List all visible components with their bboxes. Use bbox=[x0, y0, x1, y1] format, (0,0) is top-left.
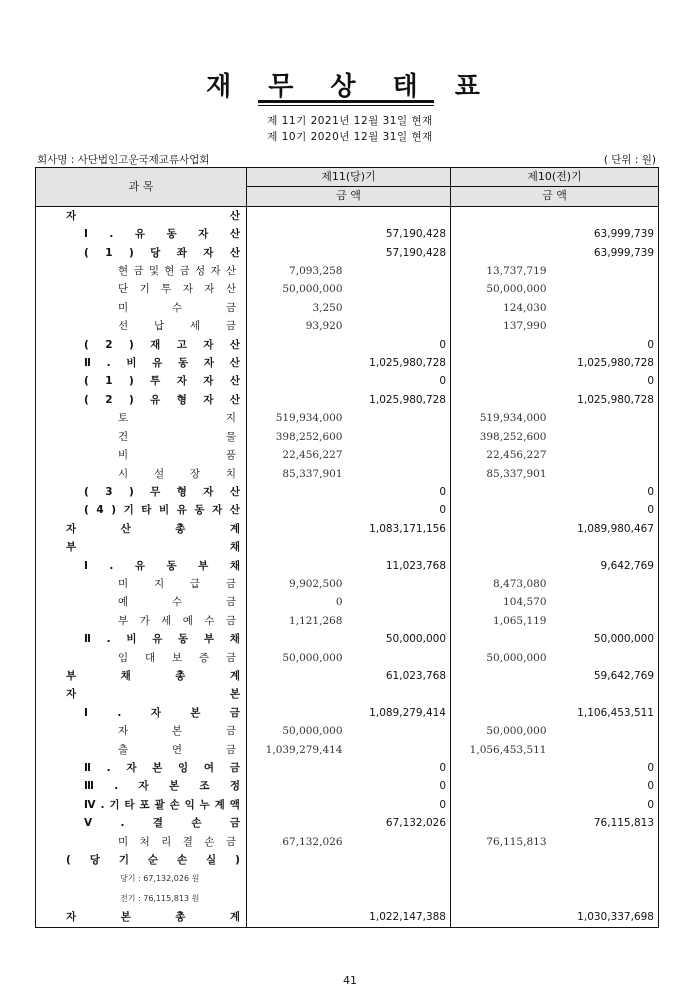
account-cell bbox=[36, 206, 247, 225]
current-total-amount: 1,083,171,156 bbox=[347, 520, 451, 538]
prior-total-amount: 1,025,980,728 bbox=[577, 357, 654, 370]
current-total-amount: 0 bbox=[347, 372, 451, 390]
current-item-amount bbox=[247, 869, 347, 888]
table-row bbox=[36, 206, 659, 225]
current-item-amount bbox=[247, 759, 347, 777]
account-label: Ⅱ . 자 본 잉 여 금 bbox=[84, 762, 240, 774]
prior-item-amount bbox=[451, 206, 551, 225]
table-row bbox=[36, 225, 659, 243]
account-cell bbox=[36, 869, 247, 888]
period-current: 제 11기 2021년 12월 31일 현재 bbox=[267, 115, 433, 127]
account-label: 시 설 장 치 bbox=[118, 467, 236, 480]
current-item-amount bbox=[247, 685, 347, 703]
current-item-amount bbox=[247, 851, 347, 869]
prior-item-amount bbox=[451, 630, 551, 648]
prior-item-amount bbox=[451, 391, 551, 409]
prior-item-amount bbox=[451, 336, 551, 354]
current-item-amount bbox=[247, 354, 347, 372]
current-item-amount bbox=[247, 225, 347, 243]
account-cell bbox=[36, 538, 247, 556]
account-label: 선 납 세 금 bbox=[118, 320, 236, 333]
prior-item-amount: 137,990 bbox=[503, 320, 547, 333]
account-label: 비 품 bbox=[118, 449, 236, 462]
prior-item-amount bbox=[451, 538, 551, 556]
period-prior: 제 10기 2020년 12월 31일 현재 bbox=[267, 131, 433, 143]
table-row bbox=[36, 409, 659, 427]
prior-total-amount: 0 bbox=[647, 780, 654, 793]
prior-item-amount: 104,570 bbox=[503, 596, 547, 609]
current-total-amount: 1,089,279,414 bbox=[347, 704, 451, 722]
account-cell bbox=[36, 483, 247, 501]
prior-item-amount bbox=[451, 557, 551, 575]
prior-item-amount bbox=[451, 851, 551, 869]
current-item-amount: 1,039,279,414 bbox=[265, 743, 343, 756]
prior-item-amount bbox=[451, 814, 551, 832]
current-total-amount: 0 bbox=[347, 777, 451, 795]
current-total-amount: 61,023,768 bbox=[347, 667, 451, 685]
prior-total-amount: 9,642,769 bbox=[600, 559, 654, 572]
current-item-amount: 22,456,227 bbox=[282, 449, 343, 462]
account-label: 미 수 금 bbox=[118, 301, 236, 314]
account-cell bbox=[36, 520, 247, 538]
unit-label: ( 단위 : 원) bbox=[603, 154, 656, 166]
account-label: 자 본 총 계 bbox=[66, 911, 240, 924]
current-total-amount bbox=[347, 465, 451, 483]
account-label: Ⅱ . 비 유 동 자 산 bbox=[84, 357, 240, 370]
table-row bbox=[36, 612, 659, 630]
table-row bbox=[36, 593, 659, 611]
prior-total-amount bbox=[551, 722, 659, 740]
title-underline bbox=[258, 100, 434, 103]
account-cell bbox=[36, 593, 247, 611]
current-total-amount: 1,022,147,388 bbox=[347, 908, 451, 927]
account-label: 예 수 금 bbox=[118, 596, 236, 609]
current-total-amount: 67,132,026 bbox=[347, 814, 451, 832]
current-item-amount: 398,252,600 bbox=[275, 430, 343, 443]
title-underline-thin bbox=[258, 105, 434, 106]
account-cell bbox=[36, 833, 247, 851]
account-cell bbox=[36, 336, 247, 354]
account-label: ( 1 ) 투 자 자 산 bbox=[84, 375, 240, 388]
account-cell bbox=[36, 667, 247, 685]
prior-total-amount bbox=[551, 575, 659, 593]
account-label: ( 2 ) 유 형 자 산 bbox=[84, 393, 240, 406]
current-total-amount: 50,000,000 bbox=[347, 630, 451, 648]
prior-item-amount bbox=[451, 704, 551, 722]
account-cell bbox=[36, 244, 247, 262]
document-title: 재 무 상 태 표 bbox=[206, 72, 494, 102]
account-cell bbox=[36, 262, 247, 280]
table-row bbox=[36, 630, 659, 648]
prior-item-amount bbox=[451, 908, 551, 927]
account-label: 토 지 bbox=[118, 412, 236, 425]
table-row bbox=[36, 889, 659, 908]
current-item-amount bbox=[247, 704, 347, 722]
current-item-amount: 3,250 bbox=[312, 301, 343, 314]
prior-item-amount: 398,252,600 bbox=[479, 430, 547, 443]
account-label: 자 본 금 bbox=[118, 725, 236, 738]
current-item-amount bbox=[247, 557, 347, 575]
prior-total-amount bbox=[551, 428, 659, 446]
current-item-amount bbox=[247, 244, 347, 262]
table-row bbox=[36, 667, 659, 685]
current-item-amount: 85,337,901 bbox=[282, 467, 343, 480]
prior-item-amount bbox=[451, 501, 551, 519]
prior-item-amount: 50,000,000 bbox=[486, 651, 547, 664]
table-row bbox=[36, 336, 659, 354]
prior-total-amount bbox=[551, 409, 659, 427]
current-item-amount: 50,000,000 bbox=[282, 725, 343, 738]
current-item-amount bbox=[247, 777, 347, 795]
prior-total-amount: 1,106,453,511 bbox=[577, 706, 654, 719]
account-label: 건 물 bbox=[118, 430, 236, 443]
account-label: 현 금 및 현 금 성 자 산 bbox=[118, 265, 236, 278]
account-label: 자 산 bbox=[66, 209, 240, 222]
table-row bbox=[36, 391, 659, 409]
account-cell bbox=[36, 428, 247, 446]
current-total-amount bbox=[347, 206, 451, 225]
current-item-amount bbox=[247, 630, 347, 648]
prior-total-amount bbox=[551, 262, 659, 280]
prior-item-amount bbox=[451, 869, 551, 888]
current-item-amount bbox=[247, 520, 347, 538]
account-cell bbox=[36, 299, 247, 317]
account-label: 자 본 bbox=[66, 688, 240, 701]
current-total-amount bbox=[347, 851, 451, 869]
account-cell bbox=[36, 796, 247, 814]
table-row bbox=[36, 722, 659, 740]
table-row bbox=[36, 354, 659, 372]
account-label: 단 기 투 자 자 산 bbox=[118, 283, 236, 296]
current-item-amount: 519,934,000 bbox=[275, 412, 343, 425]
prior-total-amount bbox=[551, 538, 659, 556]
table-row bbox=[36, 446, 659, 464]
account-cell bbox=[36, 501, 247, 519]
prior-item-amount bbox=[451, 796, 551, 814]
company-name: 회사명 : 사단법인고운국제교류사업회 bbox=[37, 154, 210, 166]
current-total-amount bbox=[347, 409, 451, 427]
prior-item-amount: 519,934,000 bbox=[479, 412, 547, 425]
current-total-amount bbox=[347, 649, 451, 667]
account-cell bbox=[36, 741, 247, 759]
prior-item-amount bbox=[451, 889, 551, 908]
current-item-amount: 7,093,258 bbox=[289, 265, 343, 278]
prior-total-amount bbox=[551, 869, 659, 888]
note-text: 당기 : 67,132,026 원 bbox=[120, 874, 200, 884]
prior-total-amount: 1,025,980,728 bbox=[577, 393, 654, 406]
account-cell bbox=[36, 391, 247, 409]
current-item-amount bbox=[247, 908, 347, 927]
prior-total-amount: 0 bbox=[647, 375, 654, 388]
table-row bbox=[36, 851, 659, 869]
account-cell bbox=[36, 446, 247, 464]
table-row bbox=[36, 483, 659, 501]
account-cell bbox=[36, 851, 247, 869]
prior-total-amount bbox=[551, 685, 659, 703]
account-cell bbox=[36, 465, 247, 483]
prior-total-amount: 63,999,739 bbox=[593, 246, 654, 259]
header-prior-amount: 금 액 bbox=[451, 187, 659, 206]
current-item-amount bbox=[247, 667, 347, 685]
account-cell bbox=[36, 372, 247, 390]
header-account: 과 목 bbox=[36, 168, 247, 207]
account-label: ( 당 기 순 손 실 ) bbox=[66, 854, 240, 867]
table-row bbox=[36, 908, 659, 927]
account-cell bbox=[36, 575, 247, 593]
current-total-amount bbox=[347, 299, 451, 317]
current-item-amount bbox=[247, 796, 347, 814]
prior-total-amount: 1,030,337,698 bbox=[577, 911, 654, 924]
prior-total-amount bbox=[551, 741, 659, 759]
table-row bbox=[36, 317, 659, 335]
prior-item-amount: 1,065,119 bbox=[493, 614, 547, 627]
table-row bbox=[36, 814, 659, 832]
account-cell bbox=[36, 685, 247, 703]
table-row bbox=[36, 428, 659, 446]
table-row bbox=[36, 649, 659, 667]
account-label: 출 연 금 bbox=[118, 743, 236, 756]
account-cell bbox=[36, 225, 247, 243]
prior-total-amount bbox=[551, 833, 659, 851]
table-row bbox=[36, 741, 659, 759]
prior-item-amount: 50,000,000 bbox=[486, 283, 547, 296]
table-row bbox=[36, 538, 659, 556]
prior-item-amount: 22,456,227 bbox=[486, 449, 547, 462]
prior-total-amount bbox=[551, 317, 659, 335]
table-row bbox=[36, 557, 659, 575]
current-total-amount bbox=[347, 317, 451, 335]
table-row bbox=[36, 520, 659, 538]
prior-total-amount: 0 bbox=[647, 504, 654, 517]
current-item-amount bbox=[247, 814, 347, 832]
account-label: ( 4 ) 기 타 비 유 동 자 산 bbox=[84, 504, 240, 517]
current-total-amount bbox=[347, 722, 451, 740]
current-total-amount: 1,025,980,728 bbox=[347, 354, 451, 372]
balance-sheet-table bbox=[35, 167, 659, 928]
account-label: Ⅰ . 유 동 부 채 bbox=[84, 559, 240, 572]
table-row bbox=[36, 759, 659, 777]
prior-total-amount bbox=[551, 206, 659, 225]
current-total-amount: 0 bbox=[347, 336, 451, 354]
table-row bbox=[36, 833, 659, 851]
table-row bbox=[36, 796, 659, 814]
prior-total-amount: 50,000,000 bbox=[593, 633, 654, 646]
current-total-amount: 1,025,980,728 bbox=[347, 391, 451, 409]
account-label: 부 채 총 계 bbox=[66, 669, 240, 682]
current-item-amount bbox=[247, 483, 347, 501]
prior-item-amount: 13,737,719 bbox=[486, 265, 547, 278]
prior-total-amount bbox=[551, 649, 659, 667]
account-cell bbox=[36, 759, 247, 777]
note-text: 전기 : 76,115,813 원 bbox=[120, 893, 200, 903]
prior-item-amount bbox=[451, 483, 551, 501]
table-row bbox=[36, 869, 659, 888]
prior-total-amount bbox=[551, 612, 659, 630]
current-total-amount: 0 bbox=[347, 501, 451, 519]
current-item-amount: 9,902,500 bbox=[289, 577, 343, 590]
account-cell bbox=[36, 612, 247, 630]
prior-total-amount: 59,642,769 bbox=[593, 669, 654, 682]
account-label: 임 대 보 증 금 bbox=[118, 651, 236, 664]
account-cell bbox=[36, 630, 247, 648]
current-item-amount: 67,132,026 bbox=[282, 835, 343, 848]
account-cell bbox=[36, 814, 247, 832]
account-label: 부 채 bbox=[66, 541, 240, 554]
current-total-amount bbox=[347, 538, 451, 556]
prior-total-amount: 0 bbox=[647, 762, 654, 774]
prior-item-amount bbox=[451, 225, 551, 243]
account-label: 미 지 급 금 bbox=[118, 577, 236, 590]
current-total-amount bbox=[347, 575, 451, 593]
current-total-amount bbox=[347, 428, 451, 446]
current-total-amount bbox=[347, 262, 451, 280]
prior-total-amount: 0 bbox=[647, 798, 654, 811]
current-item-amount bbox=[247, 206, 347, 225]
balance-sheet-body bbox=[36, 206, 659, 927]
account-label: 부 가 세 예 수 금 bbox=[118, 614, 236, 627]
prior-item-amount bbox=[451, 667, 551, 685]
table-row bbox=[36, 704, 659, 722]
prior-total-amount bbox=[551, 465, 659, 483]
header-current-amount: 금 액 bbox=[247, 187, 451, 206]
current-item-amount: 50,000,000 bbox=[282, 651, 343, 664]
current-total-amount bbox=[347, 593, 451, 611]
account-label: Ⅴ . 결 손 금 bbox=[84, 817, 240, 830]
current-total-amount bbox=[347, 685, 451, 703]
account-label: Ⅱ . 비 유 동 부 채 bbox=[84, 633, 240, 646]
current-total-amount: 11,023,768 bbox=[347, 557, 451, 575]
current-item-amount: 93,920 bbox=[305, 320, 343, 333]
account-label: ( 3 ) 무 형 자 산 bbox=[84, 485, 240, 498]
table-row bbox=[36, 299, 659, 317]
current-item-amount bbox=[247, 336, 347, 354]
current-total-amount bbox=[347, 280, 451, 298]
current-total-amount bbox=[347, 446, 451, 464]
prior-total-amount bbox=[551, 299, 659, 317]
current-total-amount: 57,190,428 bbox=[347, 244, 451, 262]
prior-item-amount: 50,000,000 bbox=[486, 725, 547, 738]
account-label: Ⅳ . 기 타 포 괄 손 익 누 계 액 bbox=[84, 798, 240, 811]
prior-total-amount bbox=[551, 851, 659, 869]
account-label: 자 산 총 계 bbox=[66, 522, 240, 535]
table-row bbox=[36, 372, 659, 390]
current-total-amount bbox=[347, 869, 451, 888]
account-cell bbox=[36, 704, 247, 722]
current-total-amount: 0 bbox=[347, 796, 451, 814]
account-label: ( 2 ) 재 고 자 산 bbox=[84, 338, 240, 351]
account-cell bbox=[36, 557, 247, 575]
prior-item-amount: 124,030 bbox=[503, 301, 547, 314]
prior-item-amount bbox=[451, 372, 551, 390]
current-item-amount bbox=[247, 501, 347, 519]
prior-item-amount bbox=[451, 354, 551, 372]
prior-item-amount: 85,337,901 bbox=[486, 467, 547, 480]
prior-total-amount: 63,999,739 bbox=[593, 228, 654, 241]
current-item-amount: 0 bbox=[335, 596, 343, 609]
account-cell bbox=[36, 354, 247, 372]
account-label: ( 1 ) 당 좌 자 산 bbox=[84, 246, 240, 259]
current-total-amount bbox=[347, 889, 451, 908]
account-cell bbox=[36, 722, 247, 740]
page-number: 41 bbox=[343, 974, 357, 987]
current-total-amount: 0 bbox=[347, 483, 451, 501]
account-label: Ⅰ . 자 본 금 bbox=[84, 706, 240, 719]
prior-item-amount bbox=[451, 685, 551, 703]
prior-item-amount bbox=[451, 244, 551, 262]
account-cell bbox=[36, 409, 247, 427]
prior-item-amount bbox=[451, 777, 551, 795]
prior-item-amount bbox=[451, 759, 551, 777]
account-label: Ⅲ . 자 본 조 정 bbox=[84, 780, 240, 793]
prior-total-amount: 1,089,980,467 bbox=[577, 522, 654, 535]
current-item-amount bbox=[247, 391, 347, 409]
prior-item-amount: 8,473,080 bbox=[493, 577, 547, 590]
table-row bbox=[36, 501, 659, 519]
account-cell bbox=[36, 649, 247, 667]
prior-total-amount bbox=[551, 446, 659, 464]
account-cell bbox=[36, 889, 247, 908]
current-total-amount bbox=[347, 612, 451, 630]
prior-item-amount: 76,115,813 bbox=[486, 835, 547, 848]
prior-total-amount bbox=[551, 593, 659, 611]
header-prior-period: 제10(전)기 bbox=[451, 168, 659, 187]
header-current-period: 제11(당)기 bbox=[247, 168, 451, 187]
current-item-amount bbox=[247, 889, 347, 908]
table-row bbox=[36, 685, 659, 703]
account-cell bbox=[36, 280, 247, 298]
table-row bbox=[36, 575, 659, 593]
account-label: 미 처 리 결 손 금 bbox=[118, 835, 236, 848]
current-item-amount bbox=[247, 372, 347, 390]
current-total-amount: 57,190,428 bbox=[347, 225, 451, 243]
account-cell bbox=[36, 908, 247, 927]
account-cell bbox=[36, 317, 247, 335]
current-item-amount: 50,000,000 bbox=[282, 283, 343, 296]
prior-total-amount: 76,115,813 bbox=[593, 817, 654, 830]
prior-item-amount bbox=[451, 520, 551, 538]
account-cell bbox=[36, 777, 247, 795]
table-row bbox=[36, 262, 659, 280]
prior-total-amount bbox=[551, 280, 659, 298]
table-row bbox=[36, 244, 659, 262]
account-label: Ⅰ . 유 동 자 산 bbox=[84, 228, 240, 241]
table-row bbox=[36, 777, 659, 795]
prior-total-amount: 0 bbox=[647, 338, 654, 351]
table-row bbox=[36, 280, 659, 298]
prior-total-amount: 0 bbox=[647, 485, 654, 498]
table-row bbox=[36, 465, 659, 483]
prior-total-amount bbox=[551, 889, 659, 908]
current-item-amount bbox=[247, 538, 347, 556]
current-total-amount bbox=[347, 833, 451, 851]
header-row-periods bbox=[36, 168, 659, 187]
current-total-amount: 0 bbox=[347, 759, 451, 777]
current-item-amount: 1,121,268 bbox=[289, 614, 343, 627]
current-total-amount bbox=[347, 741, 451, 759]
prior-item-amount: 1,056,453,511 bbox=[469, 743, 547, 756]
